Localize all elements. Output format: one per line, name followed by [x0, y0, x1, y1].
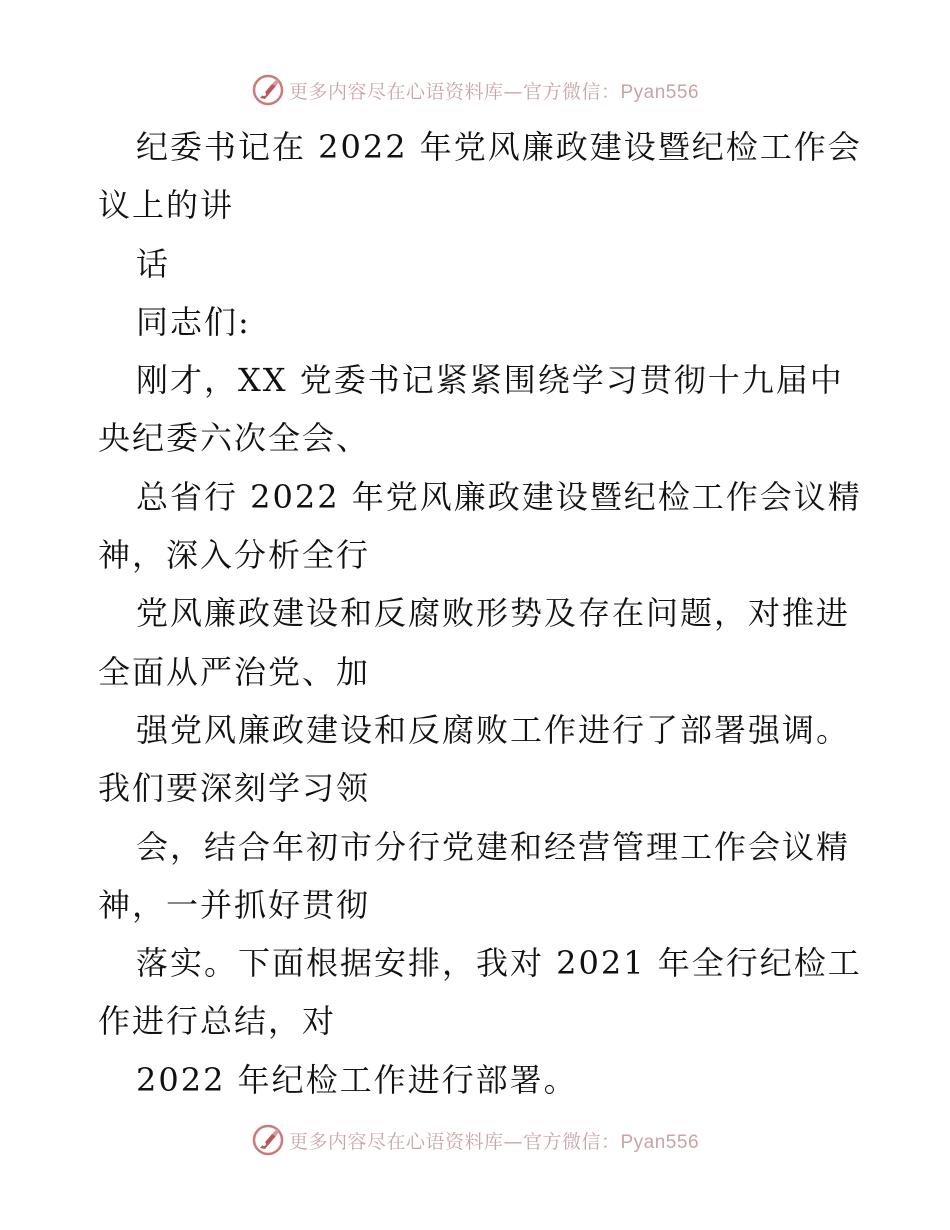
watermark-separator: — — [503, 1130, 523, 1153]
document-line: 纪委书记在 2022 年党风廉政建设暨纪检工作会 — [136, 128, 862, 166]
document-line: 同志们: — [136, 302, 251, 341]
document-line: 议上的讲 — [98, 186, 235, 225]
document-line: 会，结合年初市分行党建和经营管理工作会议精 — [136, 827, 851, 866]
document-line: 作进行总结，对 — [98, 1002, 337, 1041]
document-line: 2022 年纪检工作进行部署。 — [136, 1060, 578, 1099]
document-line: 总省行 2022 年党风廉政建设暨纪检工作会议精 — [136, 477, 862, 516]
watermark-brand: 更多内容尽在心语资料库 — [288, 80, 504, 103]
document-line: 话 — [136, 244, 171, 283]
document-line: 全面从严治党、加 — [98, 652, 371, 691]
pen-nib-logo-icon — [251, 73, 285, 107]
document-line: 强党风廉政建设和反腐败工作进行了部署强调。 — [136, 710, 851, 749]
document-line: 党风廉政建设和反腐败形势及存在问题，对推进 — [136, 594, 851, 633]
watermark-brand: 更多内容尽在心语资料库 — [288, 1130, 504, 1153]
pen-nib-logo-icon — [251, 1123, 285, 1157]
watermark-label: 官方微信： — [522, 1130, 621, 1153]
document-line: 落实。下面根据安排，我对 2021 年全行纪检工 — [136, 944, 862, 983]
document-line: 我们要深刻学习领 — [98, 769, 371, 808]
watermark-separator: — — [503, 80, 523, 103]
watermark-label: 官方微信： — [522, 80, 621, 103]
watermark-handle: Pyan556 — [620, 81, 700, 103]
header-watermark — [0, 70, 950, 110]
document-body — [98, 118, 862, 1109]
document-line: 刚才，XX 党委书记紧紧围绕学习贯彻十九届中 — [136, 361, 844, 400]
watermark-text — [289, 77, 699, 104]
watermark-handle: Pyan556 — [620, 1131, 700, 1153]
document-line: 神，深入分析全行 — [98, 536, 371, 575]
document-line: 央纪委六次全会、 — [98, 419, 371, 458]
watermark-text — [289, 1127, 699, 1154]
document-line: 神，一并抓好贯彻 — [98, 885, 371, 924]
footer-watermark — [0, 1120, 950, 1160]
